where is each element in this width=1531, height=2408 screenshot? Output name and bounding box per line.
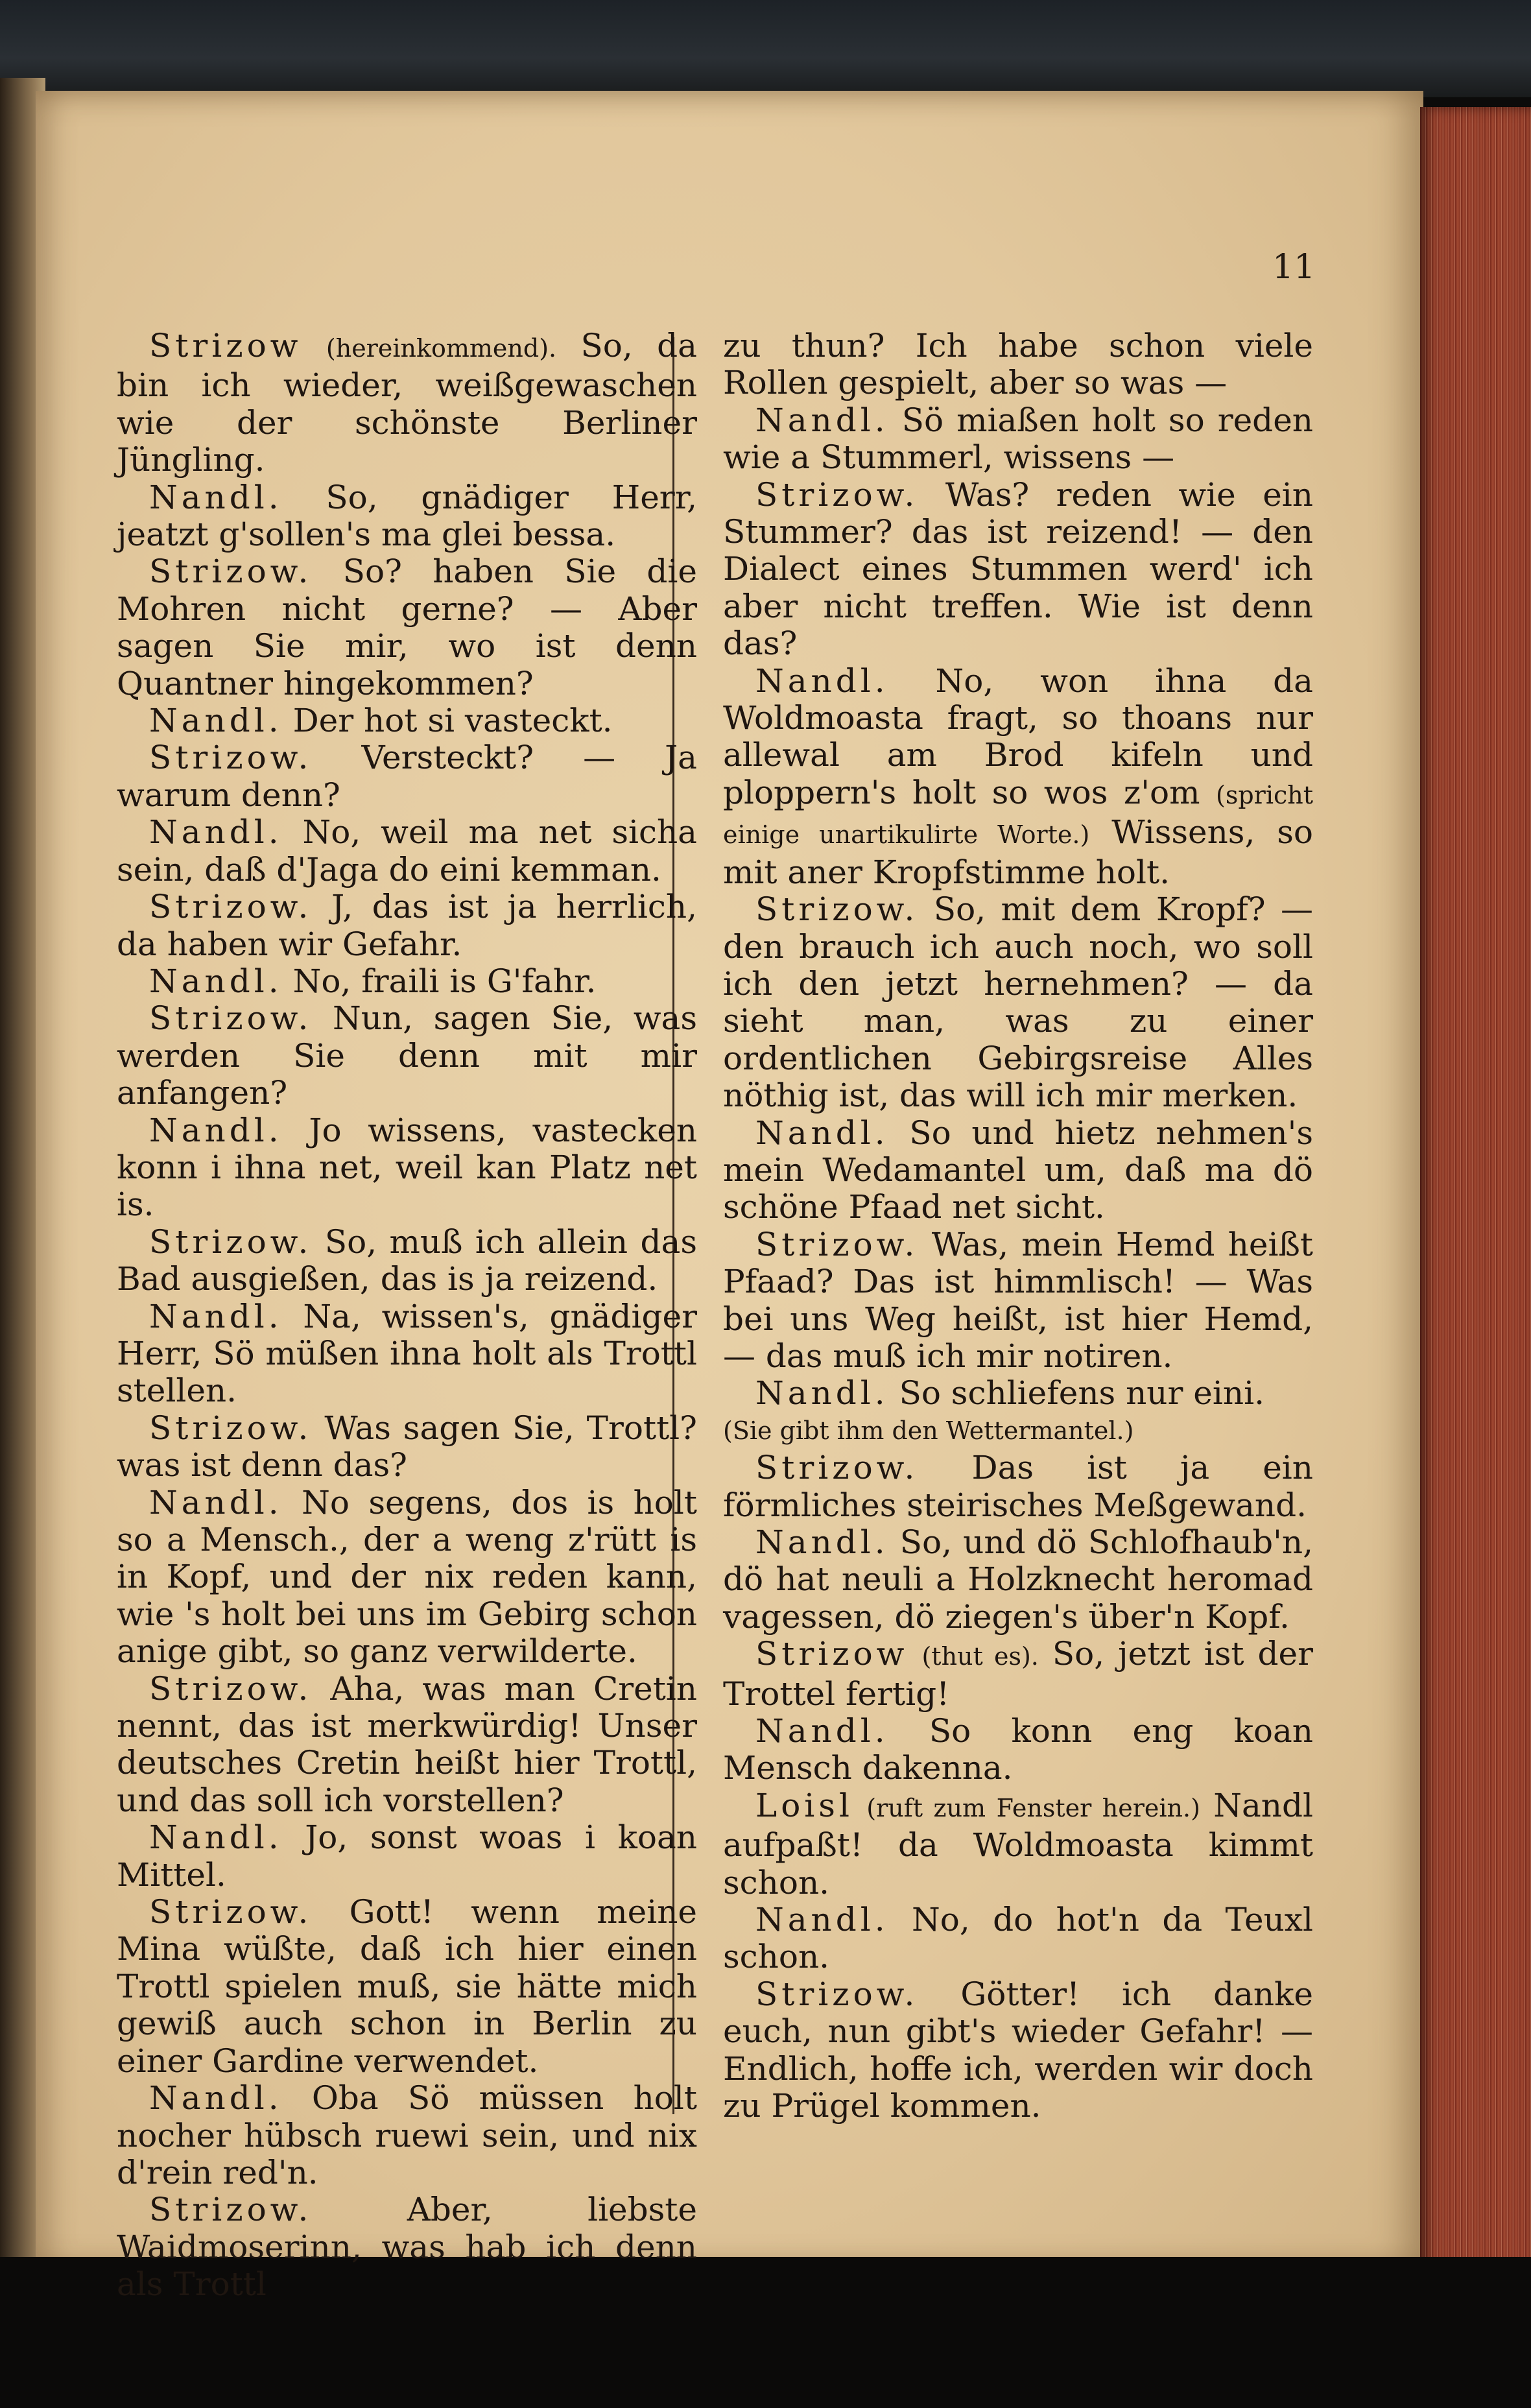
speaker: Strizow.: [149, 999, 313, 1038]
line-text: Götter! ich danke euch, nun gibt's wieder Gefahr! — Endlich, hoffe ich, werden wir doch zu Prügel kommen.: [723, 1975, 1313, 2125]
dialogue-line: [117, 1410, 697, 1484]
dialogue-line: [117, 1112, 697, 1224]
line-text: Das ist ja ein förmliches steirisches Meßgewand.: [723, 1449, 1313, 1524]
speaker: Strizow: [755, 1635, 908, 1673]
line-text: So konn eng koan Mensch dakenna.: [723, 1712, 1313, 1787]
dialogue-line: [723, 1115, 1313, 1226]
dialogue-line: [117, 702, 697, 739]
speaker: Strizow.: [755, 1225, 919, 1263]
stage-direction: (hereinkommend).: [326, 334, 557, 363]
line-text: Was sagen Sie, Trottl? was ist denn das?: [117, 1409, 697, 1484]
speaker: Nandl.: [149, 962, 283, 1000]
line-text: Oba Sö müssen holt nocher hübsch ruewi sein, und nix d'rein red'n.: [117, 2079, 697, 2191]
line-text: Was? reden wie ein Stummer? das ist reizend! — den Dialect eines Stummen werd' ich aber nicht treffen. Wie ist denn das?: [723, 475, 1313, 663]
dialogue-line: [723, 328, 1313, 402]
speaker: Nandl.: [149, 1111, 283, 1149]
dialogue-line: [723, 1636, 1313, 1713]
speaker: Strizow.: [755, 890, 919, 929]
dialogue-line: [723, 477, 1313, 663]
dialogue-line: [723, 663, 1313, 891]
line-text: zu thun? Ich habe schon viele Rollen gespielt, aber so was —: [723, 327, 1313, 402]
dialogue-line: [117, 1298, 697, 1410]
line-text: No, won ihna da Woldmoasta fragt, so thoans nur allewal am Brod kifeln und ploppern's holt so wos z'om: [723, 662, 1313, 811]
line-text: Aha, was man Cretin nennt, das ist merkwürdig! Unser deutsches Cretin heißt hier Trottl, und das soll ich vorstellen?: [117, 1669, 697, 1819]
dialogue-line: [117, 963, 697, 1000]
stage-direction: (thut es).: [921, 1642, 1039, 1671]
dialogue-line: [723, 1524, 1313, 1636]
speaker: Strizow.: [149, 2191, 313, 2229]
speaker: Nandl.: [755, 1523, 889, 1561]
dialogue-line: [723, 402, 1313, 477]
dialogue-line: [723, 1901, 1313, 1976]
dialogue-line: [723, 1375, 1313, 1412]
line-text: So, da bin ich wieder, weißgewaschen wie der schönste Berliner Jüngling.: [117, 327, 697, 479]
speaker: Nandl.: [149, 813, 283, 852]
dialogue-line: [117, 328, 697, 479]
line-text: Aber, liebste Waidmoserinn, was hab ich denn als Trottl: [117, 2191, 697, 2304]
speaker: Nandl.: [755, 401, 889, 439]
speaker: Strizow.: [149, 553, 313, 591]
dialogue-line: [723, 1787, 1313, 1901]
line-text: So und hietz nehmen's mein Wedamantel um, daß ma dö schöne Pfaad net sicht.: [723, 1114, 1313, 1226]
line-text: Nandl aufpaßt! da Woldmoasta kimmt schon.: [723, 1786, 1313, 1901]
speaker: Strizow.: [149, 739, 313, 777]
stage-direction: (ruft zum Fenster herein.): [866, 1793, 1200, 1822]
line-text: So, muß ich allein das Bad ausgießen, das is ja reizend.: [117, 1222, 697, 1298]
speaker: Nandl.: [755, 1374, 889, 1413]
dialogue-line: [117, 479, 697, 554]
dialogue-line: [723, 1713, 1313, 1787]
speaker: Nandl.: [755, 1712, 889, 1750]
dialogue-line: [117, 739, 697, 814]
line-text: Jo, sonst woas i koan Mittel.: [117, 1818, 697, 1894]
right-column: [723, 328, 1313, 2125]
stage-direction: (spricht einige unartikulirte Worte.): [723, 780, 1313, 850]
dialogue-line: [117, 888, 697, 963]
speaker: Loisl: [755, 1786, 853, 1824]
line-text: Was, mein Hemd heißt Pfaad? Das ist himmlisch! — Was bei uns Weg heißt, ist hier Hemd, — das muß ich mir notiren.: [723, 1225, 1313, 1375]
speaker: Nandl.: [755, 662, 889, 700]
speaker: Nandl.: [149, 1297, 283, 1335]
dialogue-line: [723, 1976, 1313, 2125]
dialogue-line: [117, 1224, 697, 1298]
line-text: So? haben Sie die Mohren nicht gerne? — Aber sagen Sie mir, wo ist denn Quantner hingekommen?: [117, 553, 697, 702]
line-text: Wissens, so mit aner Kropfstimme holt.: [723, 813, 1313, 891]
speaker: Nandl.: [755, 1114, 889, 1152]
line-text: J, das ist ja herrlich, da haben wir Gefahr.: [117, 888, 697, 963]
page-edges: [1420, 107, 1531, 2273]
line-text: Sö miaßen holt so reden wie a Stummerl, wissens —: [723, 401, 1313, 477]
dialogue-line: [117, 1894, 697, 2080]
dialogue-line: [117, 1484, 697, 1671]
line-text: So, jetzt ist der Trottel fertig!: [723, 1635, 1313, 1713]
line-text: No, fraili is G'fahr.: [292, 962, 597, 1000]
speaker: Nandl.: [149, 1483, 283, 1521]
book-binding-top: [0, 0, 1531, 97]
speaker: Nandl.: [755, 1901, 889, 1939]
dialogue-line: [117, 1671, 697, 1820]
dialogue-line: [117, 2191, 697, 2303]
line-text: Versteckt? — Ja warum denn?: [117, 739, 697, 814]
dialogue-line: [723, 1449, 1313, 1524]
speaker: Strizow.: [149, 1222, 313, 1261]
page-number: 11: [1272, 248, 1316, 287]
line-text: Der hot si vasteckt.: [292, 702, 613, 740]
speaker: Nandl.: [149, 702, 283, 740]
line-text: Jo wissens, vastecken konn i ihna net, weil kan Platz net is.: [117, 1111, 697, 1224]
dialogue-line: [117, 814, 697, 888]
speaker: Strizow.: [755, 1975, 919, 2013]
line-text: Gott! wenn meine Mina wüßte, daß ich hier einen Trottl spielen muß, sie hätte mich gewiß auch schon in Berlin zu einer Gardine verwendet.: [117, 1893, 697, 2080]
speaker: Strizow.: [149, 1409, 313, 1447]
line-text: So schliefens nur eini.: [899, 1374, 1264, 1413]
speaker: Strizow: [149, 327, 302, 364]
dialogue-line: [723, 891, 1313, 1114]
speaker: Nandl.: [149, 478, 283, 516]
line-text: No, weil ma net sicha sein, daß d'Jaga do eini kemman.: [117, 813, 697, 888]
line-text: Na, wissen's, gnädiger Herr, Sö müßen ihna holt als Trottl stellen.: [117, 1297, 697, 1410]
dialogue-line: [723, 1226, 1313, 1376]
line-text: No segens, dos is holt so a Mensch., der a weng z'rütt is in Kopf, und der nix reden kann, wie 's holt bei uns im Gebirg schon anige gibt, so ganz verwilderte.: [117, 1483, 697, 1671]
line-text: Nun, sagen Sie, was werden Sie denn mit mir anfangen?: [117, 999, 697, 1112]
line-text: So, mit dem Kropf? — den brauch ich auch noch, wo soll ich den jetzt hernehmen? — da sieht man, was zu einer ordentlichen Gebirgsreise Alles nöthig ist, das will ich mir merken.: [723, 890, 1313, 1115]
dialogue-line: [117, 1000, 697, 1112]
speaker: Nandl.: [149, 2079, 283, 2117]
left-column: [117, 328, 697, 2304]
speaker: Strizow.: [149, 888, 313, 926]
dialogue-line: [117, 553, 697, 702]
dialogue-line: [117, 2080, 697, 2191]
line-text: So, und dö Schlofhaub'n, dö hat neuli a Holzknecht heromad vagessen, dö ziegen's über'n Kopf.: [723, 1523, 1313, 1636]
speaker: Strizow.: [755, 475, 919, 514]
speaker: Nandl.: [149, 1818, 283, 1857]
speaker: Strizow.: [149, 1669, 313, 1708]
line-text: So, gnädiger Herr, jeatzt g'sollen's ma glei bessa.: [117, 478, 697, 554]
speaker: Strizow.: [755, 1449, 919, 1487]
stage-direction-line: (Sie gibt ihm den Wettermantel.): [723, 1416, 1134, 1445]
line-text: No, do hot'n da Teuxl schon.: [723, 1901, 1313, 1976]
speaker: Strizow.: [149, 1893, 313, 1931]
dialogue-line: [117, 1819, 697, 1894]
